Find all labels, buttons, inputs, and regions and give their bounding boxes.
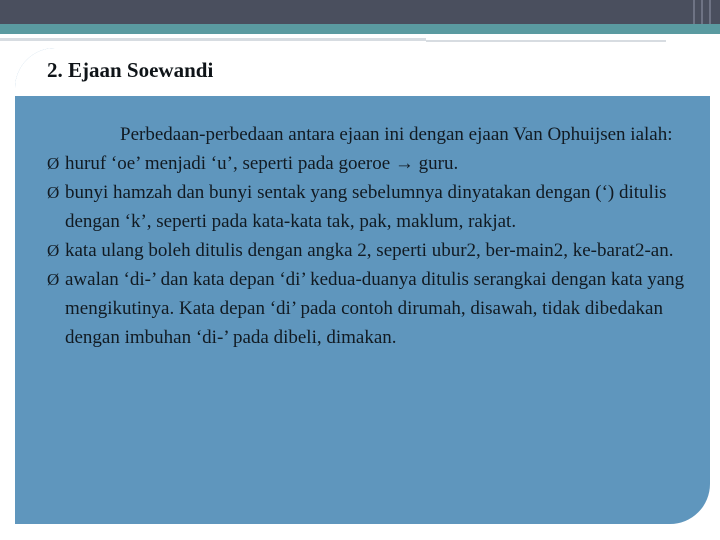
arrow-bullet-icon: Ø (47, 183, 60, 202)
bullet-text: awalan ‘di-’ dan kata depan ‘di’ kedua-duanya ditulis serangkai dengan kata yang mengikutinya. Kata depan ‘di’ pada contoh dirumah, disawah, tidak dibedakan dengan imbuhan ‘di-’ pada dibeli, dimakan. (65, 269, 685, 348)
arrow-bullet-icon: Ø (47, 154, 60, 173)
top-decorative-band (0, 0, 720, 24)
intro-paragraph: Perbedaan-perbedaan antara ejaan ini dengan ejaan Van Ophuijsen ialah: (120, 124, 673, 145)
bullet-item (47, 149, 695, 178)
slide-body (47, 120, 695, 352)
band-tick-mark (709, 0, 711, 24)
arrow-bullet-icon: Ø (47, 241, 60, 260)
band-tick-mark (693, 0, 695, 24)
bullet-item (47, 178, 695, 236)
light-accent-rule (426, 40, 666, 42)
arrow-bullet-icon: Ø (47, 270, 60, 289)
bullet-text: kata ulang boleh ditulis dengan angka 2, seperti ubur2, ber-main2, ke-barat2-an. (65, 240, 674, 261)
bullet-item (47, 236, 695, 265)
band-tick-mark (701, 0, 703, 24)
bullet-text: bunyi hamzah dan bunyi sentak yang sebelumnya dinyatakan dengan (‘) ditulis dengan ‘k’, seperti pada kata-kata tak, pak, maklum, rakjat. (65, 182, 667, 232)
teal-accent-rule (0, 24, 720, 34)
light-accent-rule (0, 38, 426, 41)
slide-title: 2. Ejaan Soewandi (47, 58, 214, 82)
bullet-item (47, 265, 695, 352)
bullet-text: huruf ‘oe’ menjadi ‘u’, seperti pada goeroe → guru. (65, 153, 459, 174)
